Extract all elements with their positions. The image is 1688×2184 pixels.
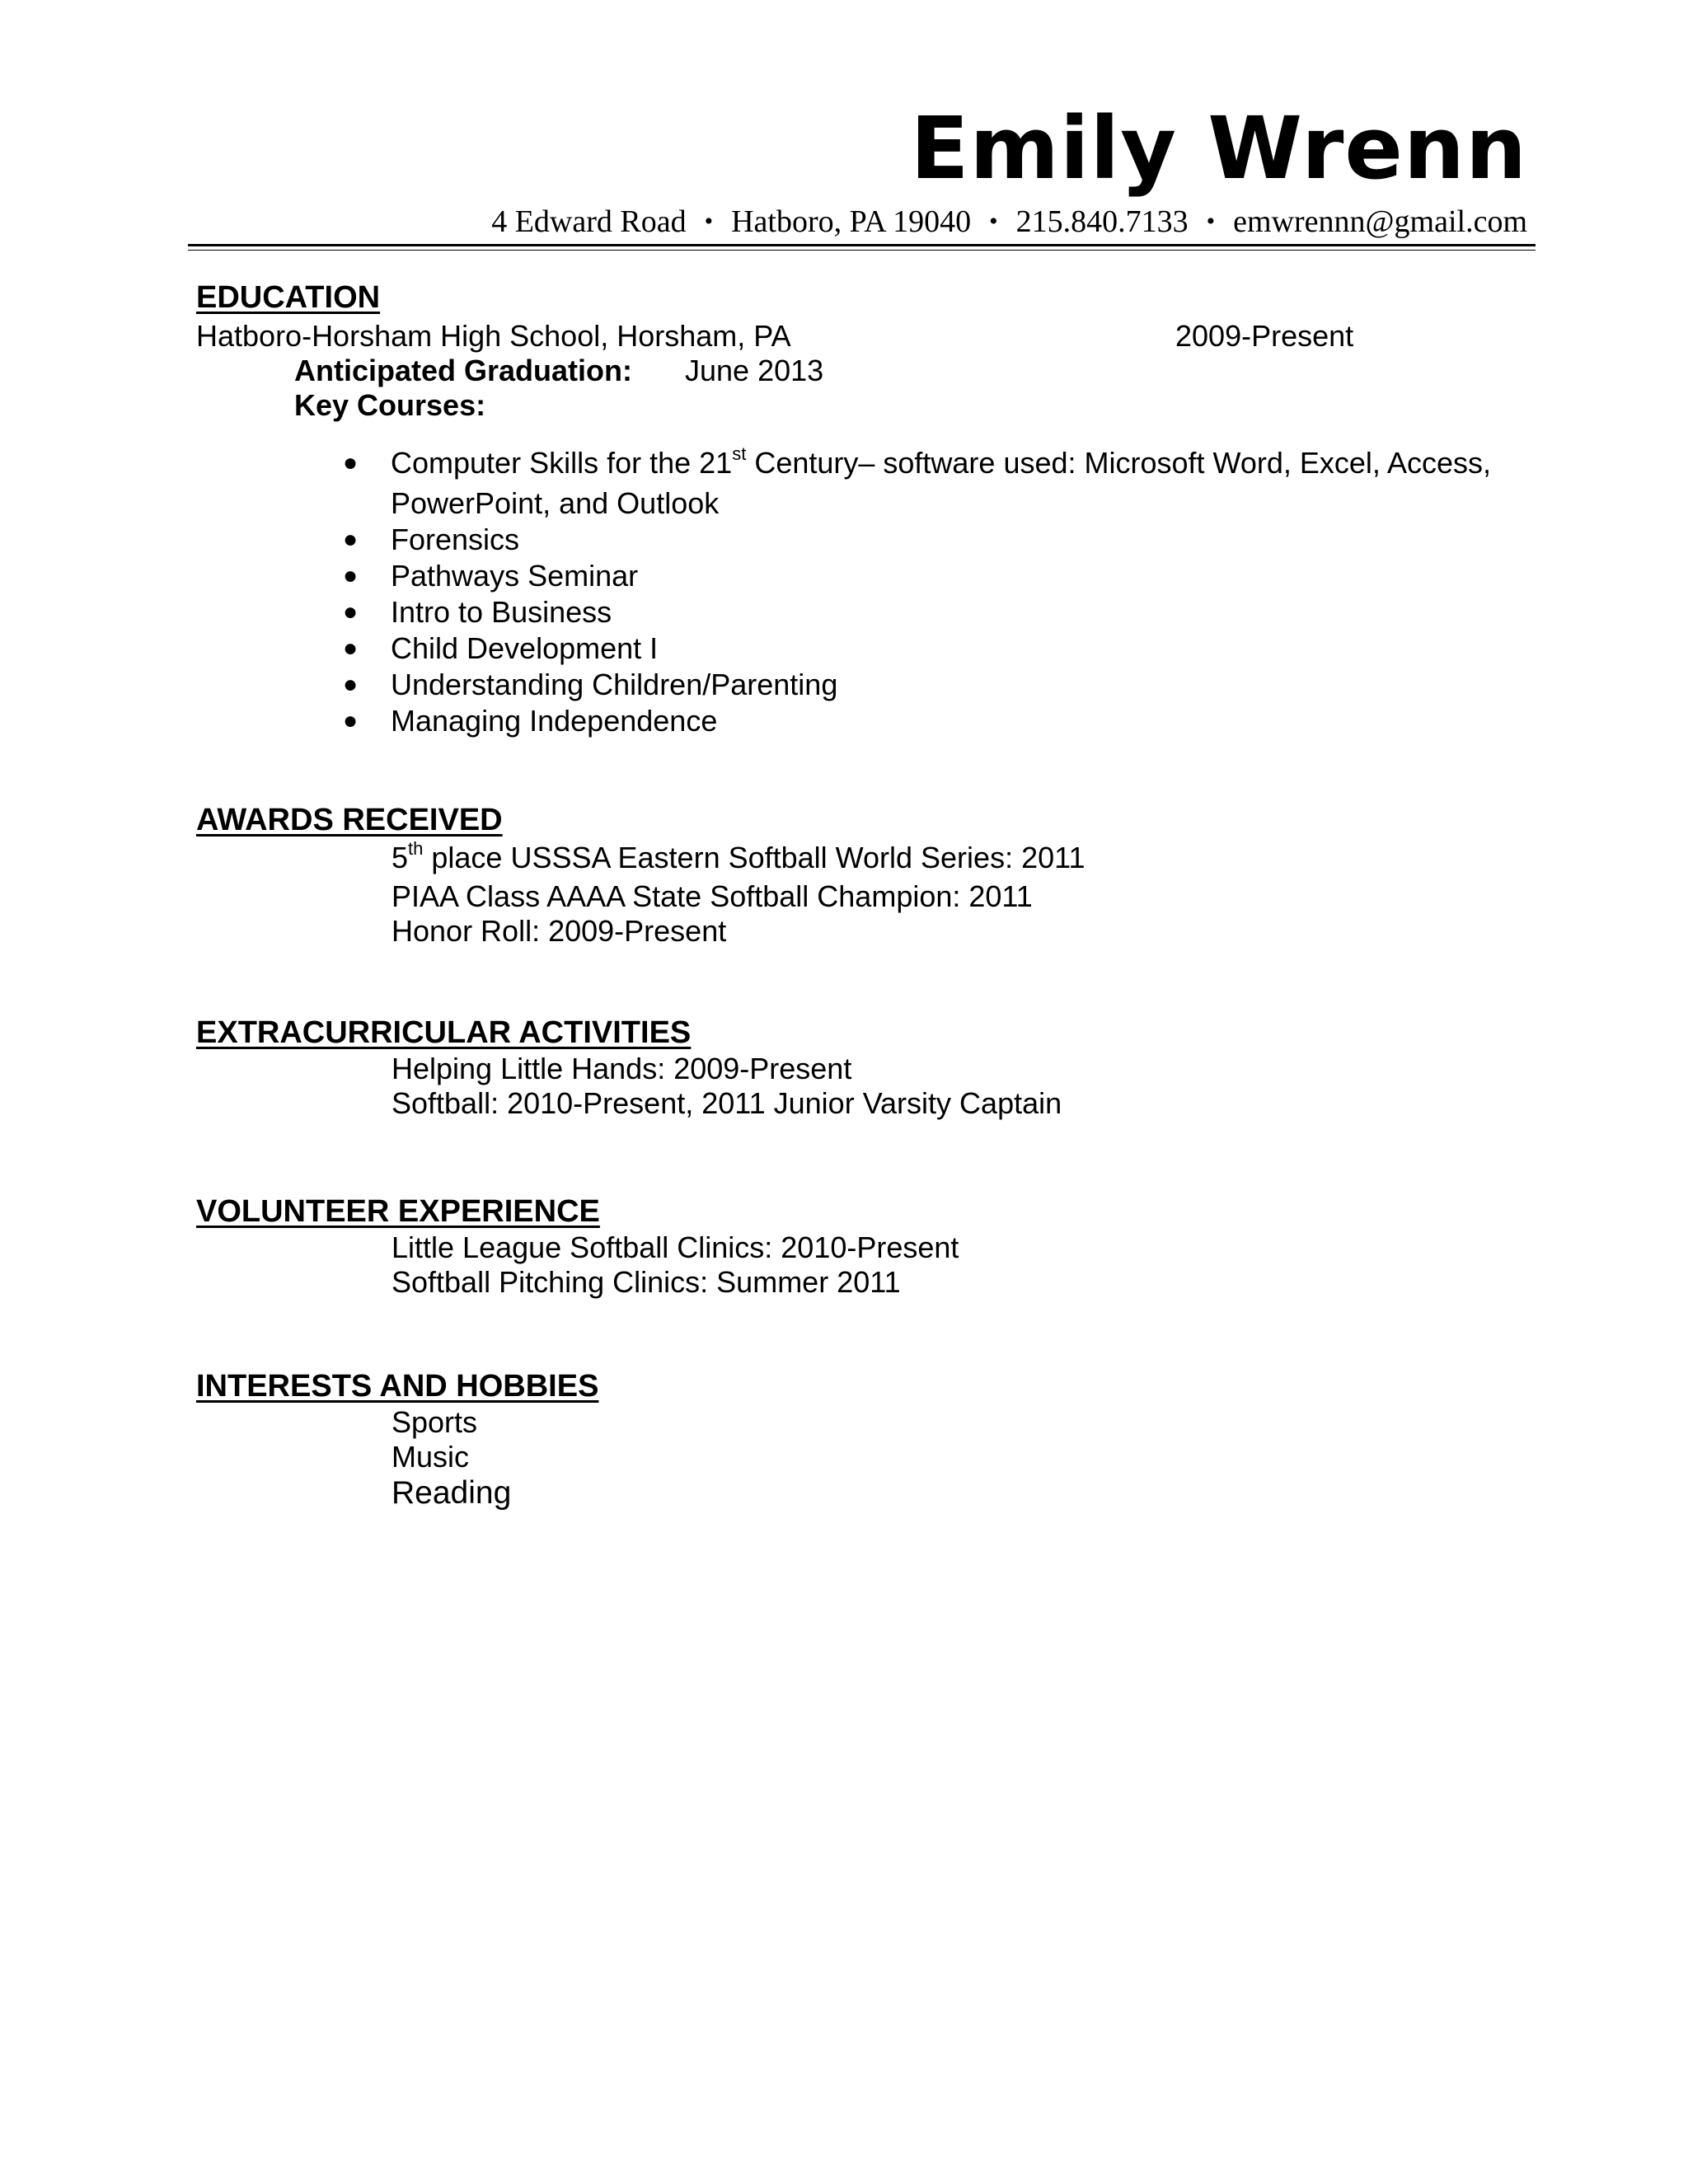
- list-item: PIAA Class AAAA State Softball Champion: 2011: [392, 879, 1033, 913]
- list-item: 5th place USSSA Eastern Softball World Series: 2011: [392, 838, 1085, 874]
- extracurricular-list: [392, 1052, 1062, 1121]
- graduation-value: June 2013: [685, 354, 824, 387]
- volunteer-heading: VOLUNTEER EXPERIENCE: [196, 1194, 600, 1229]
- resume-name: Emily Wrenn: [910, 98, 1527, 199]
- bullet-icon: ●: [343, 707, 359, 734]
- course-text-continued: PowerPoint, and Outlook: [391, 486, 720, 520]
- separator-dot: •: [704, 208, 714, 235]
- list-item: ● Intro to Business: [343, 595, 612, 629]
- list-item: Honor Roll: 2009-Present: [392, 914, 727, 948]
- contact-city: Hatboro, PA 19040: [731, 204, 972, 239]
- graduation-label: Anticipated Graduation:: [294, 354, 633, 387]
- list-item: ● Child Development I: [343, 631, 659, 665]
- list-item: ● Pathways Seminar: [343, 559, 639, 593]
- separator-dot: •: [1206, 208, 1216, 235]
- list-item: [336, 445, 1548, 522]
- bullet-icon: ●: [343, 449, 359, 476]
- awards-list: [392, 838, 1085, 949]
- bullet-icon: ●: [343, 562, 359, 589]
- contact-address: 4 Edward Road: [491, 204, 687, 239]
- list-item: Helping Little Hands: 2009-Present: [392, 1052, 852, 1085]
- header-rule-thick: [188, 244, 1536, 246]
- list-item: ● Understanding Children/Parenting: [343, 668, 838, 701]
- key-courses-label: Key Courses:: [294, 388, 486, 422]
- list-item: Sports: [392, 1405, 478, 1439]
- bullet-icon: ●: [343, 526, 359, 553]
- education-heading: EDUCATION: [196, 280, 381, 315]
- list-item: ● Managing Independence: [343, 704, 718, 738]
- course-list: [336, 445, 1548, 739]
- header-rule-thin: [188, 250, 1536, 251]
- bullet-icon: ●: [343, 598, 359, 626]
- bullet-icon: ●: [343, 671, 359, 698]
- contact-line: [491, 206, 1527, 237]
- list-item: Little League Softball Clinics: 2010-Present: [392, 1230, 959, 1264]
- extracurricular-heading: EXTRACURRICULAR ACTIVITIES: [196, 1015, 692, 1050]
- awards-heading: AWARDS RECEIVED: [196, 803, 503, 837]
- bullet-icon: ●: [343, 635, 359, 662]
- separator-dot: •: [989, 208, 998, 235]
- list-item: Softball: 2010-Present, 2011 Junior Varsity Captain: [392, 1086, 1062, 1120]
- list-item: ● Forensics: [343, 523, 520, 556]
- contact-email: emwrennn@gmail.com: [1233, 204, 1527, 239]
- contact-phone: 215.840.7133: [1015, 204, 1189, 239]
- interests-heading: INTERESTS AND HOBBIES: [196, 1369, 599, 1404]
- list-item: Softball Pitching Clinics: Summer 2011: [392, 1265, 901, 1299]
- interests-list: [392, 1405, 511, 1512]
- school-name: Hatboro-Horsham High School, Horsham, PA: [196, 319, 791, 353]
- list-item: Reading: [392, 1475, 512, 1511]
- volunteer-list: [392, 1230, 959, 1300]
- course-text: Computer Skills for the 21st Century– software used: Microsoft Word, Excel, Access,: [391, 443, 1491, 480]
- school-dates: 2009-Present: [1175, 319, 1354, 353]
- list-item: Music: [392, 1440, 470, 1474]
